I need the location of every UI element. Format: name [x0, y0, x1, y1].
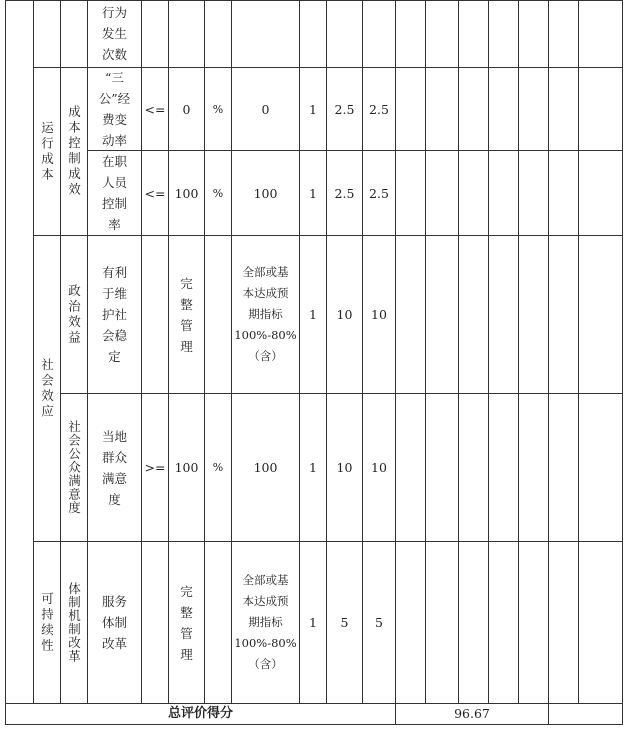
- actual-cell: 100: [253, 460, 278, 475]
- score-cell: 5: [340, 615, 349, 630]
- unit-cell: %: [212, 102, 224, 116]
- target-cell: 100: [174, 185, 199, 201]
- unit-cell: %: [212, 461, 224, 474]
- category-social-effect: 社会效应: [39, 357, 55, 420]
- score-cell: 10: [336, 460, 353, 475]
- operator-cell: <=: [144, 101, 166, 117]
- score-cell: 10: [371, 460, 387, 475]
- weight-cell: 1: [309, 307, 317, 322]
- indicator-staff-control: 在职 人员 控制 率: [101, 154, 127, 232]
- score-cell: 2.5: [369, 101, 389, 117]
- target-cell: 完 整 管 理: [180, 583, 193, 662]
- actual-cell: 0: [261, 101, 270, 117]
- score-cell: 5: [375, 615, 383, 630]
- category-sustainability: 可持续性: [39, 591, 55, 654]
- indicator-service-reform: 服务 体制 改革: [101, 594, 127, 651]
- actual-cell: 全部或基 本达成预 期指标 100%-80% （含）: [234, 573, 297, 671]
- target-cell: 0: [182, 101, 191, 117]
- actual-cell: 100: [253, 185, 278, 201]
- unit-cell: %: [212, 186, 224, 200]
- target-cell: 100: [174, 460, 199, 475]
- subcategory-cost-control: 成本控制成效: [66, 105, 82, 198]
- indicator-social-stability: 有利 于维 护社 会稳 定: [101, 265, 127, 364]
- indicator-three-public-change: “三 公”经 费变 动率: [98, 70, 131, 148]
- indicator-local-satisfaction: 当地 群众 满意 度: [101, 428, 127, 507]
- score-cell: 2.5: [334, 101, 355, 117]
- subcategory-public-satisfaction: 社会公众满意度: [66, 420, 82, 515]
- category-operating-cost: 运行成本: [39, 120, 55, 183]
- operator-cell: <=: [144, 185, 166, 201]
- weight-cell: 1: [309, 615, 317, 630]
- score-cell: 10: [371, 307, 387, 322]
- actual-cell: 全部或基 本达成预 期指标 100%-80% （含）: [234, 265, 297, 363]
- operator-cell: >=: [144, 460, 166, 475]
- score-cell: 2.5: [369, 185, 389, 201]
- total-score-value: 96.67: [454, 706, 490, 721]
- total-score-label: 总评价得分: [167, 706, 233, 721]
- indicator-behavior-count: 行为 发生 次数: [101, 5, 127, 62]
- score-cell: 2.5: [334, 185, 355, 201]
- target-cell: 完 整 管 理: [180, 275, 193, 354]
- weight-cell: 1: [309, 101, 317, 117]
- score-cell: 10: [336, 307, 353, 322]
- subcategory-institutional-reform: 体制机制改革: [66, 582, 82, 663]
- subcategory-political-benefit: 政治效益: [66, 283, 82, 346]
- weight-cell: 1: [309, 460, 317, 475]
- weight-cell: 1: [309, 185, 317, 201]
